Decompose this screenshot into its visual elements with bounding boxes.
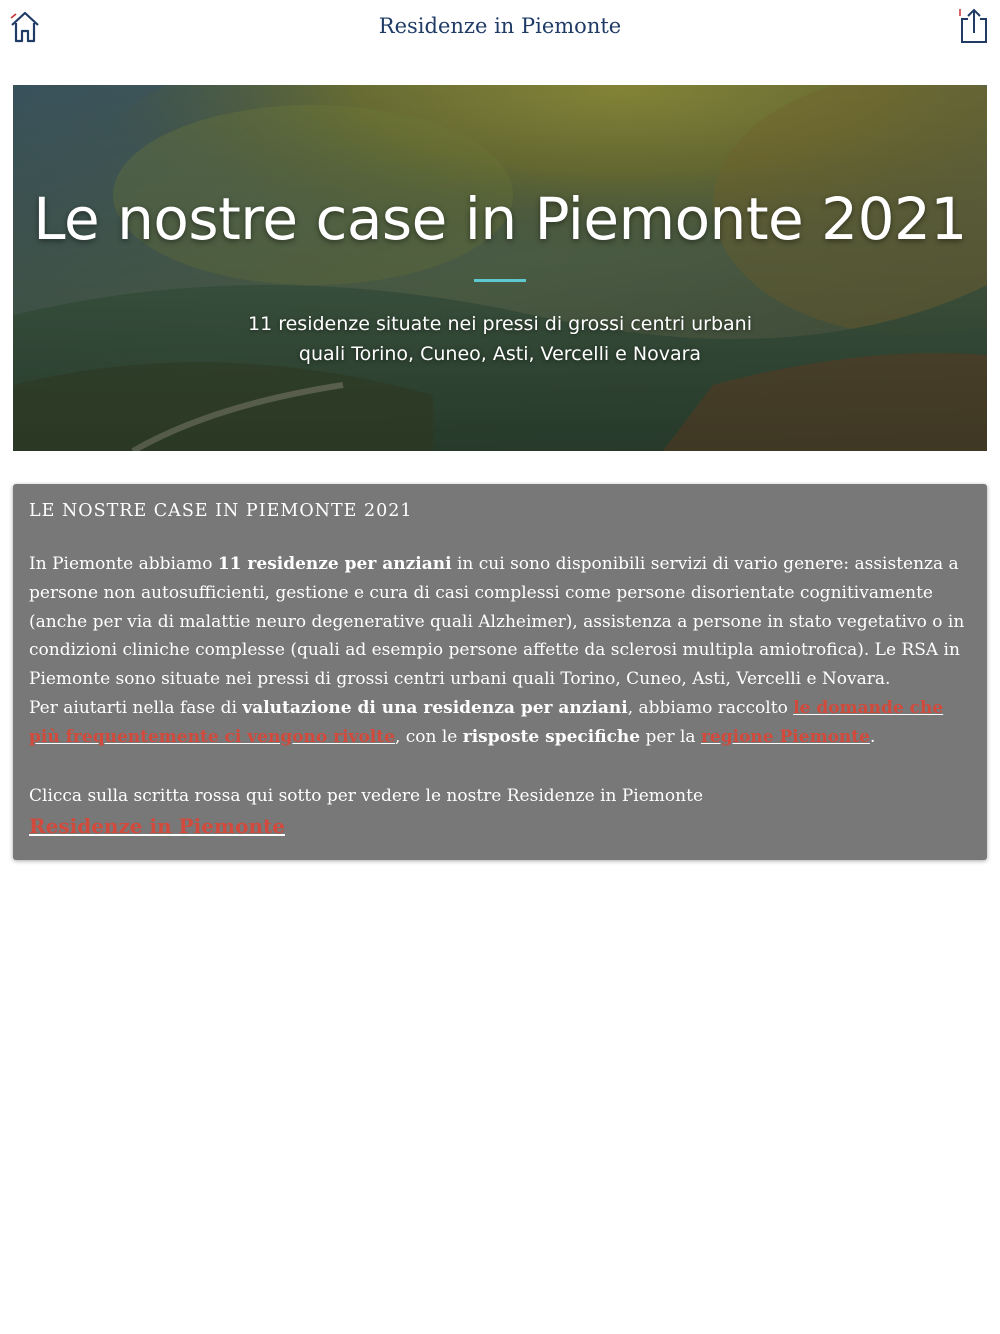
hero-subtitle xyxy=(13,309,987,369)
intro-text-bold: 11 residenze per anziani xyxy=(217,554,452,574)
faq-text-f: per la xyxy=(640,726,701,747)
faq-text-d: , con le xyxy=(394,726,463,747)
share-button[interactable] xyxy=(954,6,994,46)
hero-divider xyxy=(474,279,526,282)
faq-text-c: , abbiamo raccolto xyxy=(627,697,794,718)
info-card xyxy=(13,484,987,860)
faq-paragraph xyxy=(29,694,971,752)
hero-landscape-image xyxy=(13,85,987,451)
faq-text-a: Per aiutarti nella fase di xyxy=(29,697,243,718)
card-body xyxy=(29,550,971,841)
hero-banner xyxy=(13,85,987,451)
region-link[interactable]: regione Piemonte xyxy=(700,726,870,747)
nav-title: Residenze in Piemonte xyxy=(378,14,622,38)
hero-subtitle-line-1: 11 residenze situate nei pressi di grossi centri urbani xyxy=(248,313,752,335)
intro-paragraph xyxy=(29,550,971,694)
faq-text-g: . xyxy=(869,726,876,747)
spacer xyxy=(29,752,971,782)
faq-text-bold: valutazione di una residenza per anziani xyxy=(242,697,628,718)
intro-text-a: In Piemonte abbiamo xyxy=(29,554,218,574)
faq-text-bold-2: risposte specifiche xyxy=(462,726,641,747)
share-icon xyxy=(954,6,994,46)
top-bar xyxy=(0,0,1000,58)
cta-paragraph: Clicca sulla scritta rossa qui sotto per vedere le nostre Residenze in Piemonte xyxy=(29,785,703,806)
residences-link[interactable]: Residenze in Piemonte xyxy=(29,814,285,839)
card-title: LE NOSTRE CASE IN PIEMONTE 2021 xyxy=(29,501,413,521)
hero-subtitle-line-2: quali Torino, Cuneo, Asti, Vercelli e Novara xyxy=(298,343,702,365)
hero-title: Le nostre case in Piemonte 2021 xyxy=(33,185,967,253)
faq-link[interactable]: le domande che più frequentemente ci vengono rivolte xyxy=(29,697,944,747)
intro-text-c: in cui sono disponibili servizi di vario genere: assistenza a persone non autosufficienti, gestione e cura di casi complessi come persone disorientate cognitivamente (anche per via di malattie neuro degenerative quali Alzheimer), assistenza a persone in stato vegetativo o in condizioni cliniche complesse (quali ad esempio persone affette da sclerosi multipla amiotrofica). Le RSA in Piemonte sono situate nei pressi di grossi centri urbani quali Torino, Cuneo, Asti, Vercelli e Novara. xyxy=(29,554,965,690)
